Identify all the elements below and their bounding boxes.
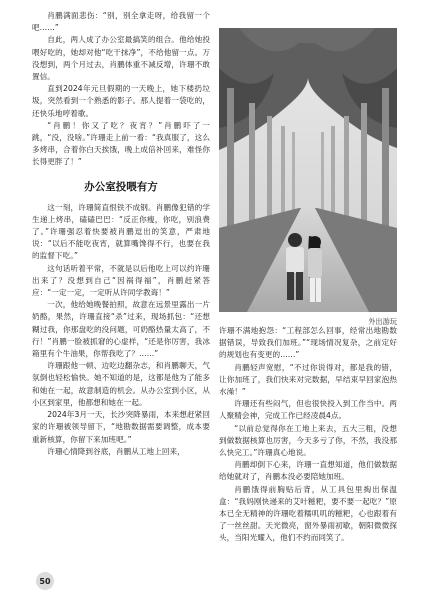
body-paragraph: 这句话听着平常，不就是以后他吃上可以约许珊出来了？没想到自己“因祸得福”，肖鹏赶紧答应：“一定一定，一定听从许同学教诲！” <box>32 263 210 298</box>
right-column <box>219 325 397 545</box>
article-photo <box>219 28 397 312</box>
body-paragraph: 肖鹏轻声宽慰，“不过你说得对，都是我的错，让你加班了，我们快来对完数据，早结束早回家泡热水澡！” <box>219 362 397 397</box>
body-paragraph: “肖鹏！你又了吃？夜宵？”肖鹏吓了一跳，“没，没啥。”许珊走上前一看：“我真服了，这么多烤串，合着你白天挨饿，晚上成倍补回来，难怪你长得更胖了！” <box>32 120 210 167</box>
photo-illustration <box>219 28 397 312</box>
body-paragraph: 许珊还有些闷气，但也很快投入到工作当中。两人聚精会神，完成工作已经凌晨4点。 <box>219 399 397 421</box>
body-paragraph: 肖鹏却倒下心来，许珊一直想知道，他们做数据给她就对了，肖鹏本没必要陪她加班。 <box>219 460 397 482</box>
body-paragraph: 直到2024年元旦假期的一天晚上，她下楼扔垃圾，突然看到一个熟悉的影子。那人提着一袋吃的，还快乐地哼着歌。 <box>32 84 210 118</box>
body-paragraph: 肖鹏饿得前胸贴后背，从工具包里掏出保温盒：“我妈刚快递来的艾叶糍粑，要不要一起吃？”原本已全无精神的许珊吃着糯叽叽的糍粑，心也跟着有了一丝丝甜。天光微亮，窗外暴雨初歇，朝阳微微探头，当阳光耀入，他们不约而同笑了。 <box>219 484 397 543</box>
body-paragraph: 这一刻，许珊简直恨铁不成钢。肖鹏像犯错的学生递上烤串，磕磕巴巴：“反正你瘦，你吃，别浪费了。”许珊强忍着快要被肖鹏逗出的笑意，严肃地说：“以后不能吃夜宵，就算嘴馋得不行，也要在我的监督下吃。” <box>32 202 210 261</box>
page-number: 50 <box>36 572 54 590</box>
body-paragraph: 许珊心情降到谷底，肖鹏从工地上回来， <box>47 446 185 456</box>
left-column <box>32 10 210 458</box>
body-paragraph: “以前总觉得你在工地上来去，五大三粗，没想到做数据核算也厉害，今天多亏了你，不然，我没那么快完工。”许珊真心地说。 <box>219 423 397 458</box>
body-paragraph: 许珊不满地抱怨：“工程部怎么回事，经常出地勘数据错误，导致我们加班。”“现场情况复杂，之前定好的规划也有变更的……” <box>219 326 397 360</box>
body-paragraph: 一次，他给她晚餐拍照，故意在远景里露出一片奶酪，果然，许珊直接“杀”过来，现场抓包：“还想糊过我，你那盘吃的没问题，可奶酪热量太高了，不行！”肖鹏一脸被抓窘的心虚样，“还是你厉害，我冰箱里有个牛油果，你帮我吃了？……” <box>32 300 210 359</box>
section-heading: 办公室投喂有方 <box>84 180 158 193</box>
body-paragraph: 许珊跟他一顿、边吃边翻杂志，和肖鹏聊天，气氛倒也轻松愉快。她不知道的是，这都是他为了能多和她在一起，故意制造的机会。从办公室到小区，从小区到家里，他都想和她在一起。 <box>32 361 210 407</box>
body-paragraph: 自此，两人成了办公室最搞笑的组合。他给她投喂好吃的，她却对他“吃干抹净”，不给他留一点。万没想到，两个月过去，肖鹏体重不减反增，许珊不敢置信。 <box>32 35 210 82</box>
body-paragraph: 2024年3月一天，长沙突降暴雨，本来想赶紧回家的许珊被领导留下，“地勘数据需要调整，成本要重新核算，你留下来加班吧。” <box>32 410 210 444</box>
body-paragraph: 肖鹏满面悲伤：“别，别全拿走呀，给我留一个吧……” <box>32 11 210 33</box>
photo-caption: 外出游玩 <box>368 317 397 326</box>
